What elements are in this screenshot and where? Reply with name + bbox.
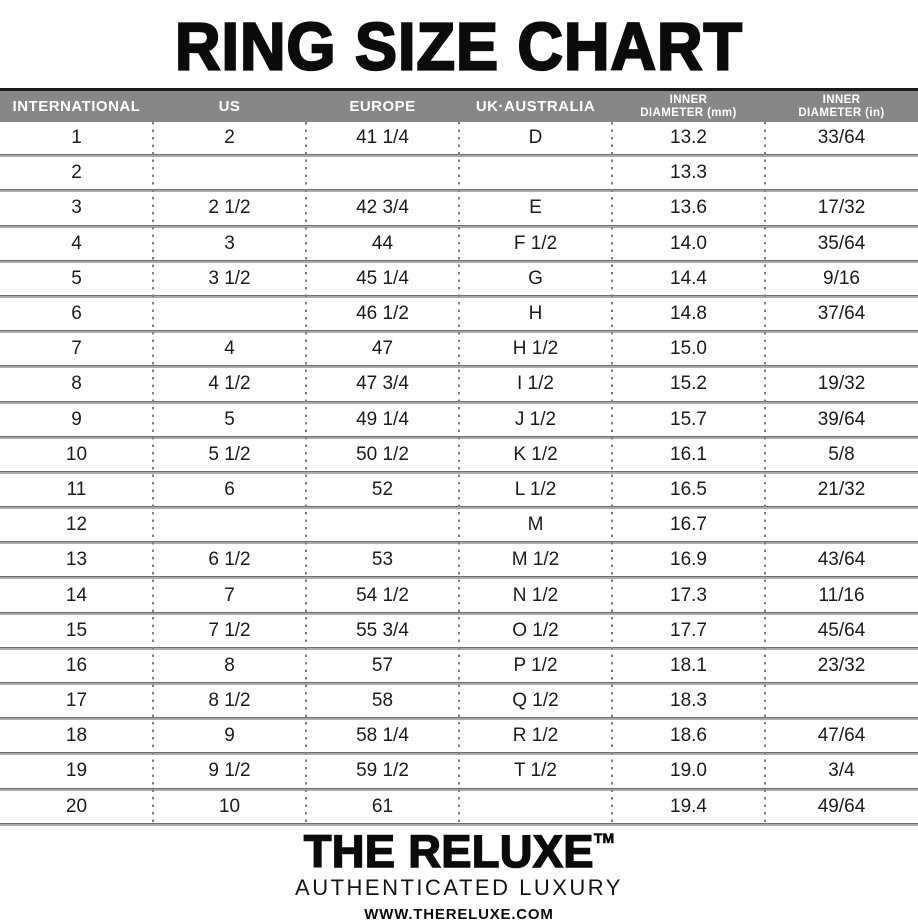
table-row	[0, 228, 918, 260]
table-row	[0, 615, 918, 647]
table-cell: T 1/2	[514, 760, 557, 782]
table-cell: 4	[224, 338, 235, 360]
table-cell: 45 1/4	[356, 267, 409, 289]
table-cell: 6 1/2	[208, 549, 251, 571]
table-cell: 57	[371, 654, 394, 676]
table-cell: H 1/2	[512, 338, 559, 360]
table-cell: 21/32	[817, 478, 866, 500]
table-cell: 8	[224, 654, 235, 676]
table-cell: Q 1/2	[512, 690, 559, 712]
table-row	[0, 720, 918, 752]
table-cell: P 1/2	[513, 654, 558, 676]
table-cell: 3/4	[828, 760, 855, 782]
table-cell: 19/32	[817, 373, 866, 395]
table-cell: 58	[371, 690, 394, 712]
table-row	[0, 192, 918, 224]
table-cell: 49 1/4	[356, 408, 409, 430]
table-cell: 39/64	[817, 408, 866, 430]
table-row	[0, 474, 918, 506]
header-cell-us: US	[218, 97, 241, 115]
brand-tagline: AUTHENTICATED LUXURY	[295, 874, 623, 900]
table-cell: E	[529, 197, 542, 219]
table-cell: 61	[371, 795, 394, 817]
table-row	[0, 157, 918, 189]
table-cell: 2	[224, 127, 235, 149]
table-cell: R 1/2	[512, 725, 559, 747]
table-cell: 44	[371, 232, 394, 254]
table-cell: 14.0	[670, 232, 707, 254]
table-cell: 10	[65, 443, 88, 465]
table-cell: 1	[71, 127, 82, 149]
table-cell: 11	[66, 478, 87, 500]
table-cell: 5	[71, 267, 82, 289]
table-cell: J 1/2	[514, 408, 557, 430]
table-cell: 16.5	[670, 478, 707, 500]
table-cell: M	[527, 514, 544, 536]
table-cell: 9	[224, 725, 235, 747]
table-cell: 16.1	[670, 443, 707, 465]
table-row	[0, 579, 918, 611]
table-cell: 14.8	[670, 303, 707, 325]
table-cell: 7	[71, 338, 82, 360]
table-cell: 50 1/2	[356, 443, 409, 465]
table-cell: 59 1/2	[356, 760, 409, 782]
table-cell: 14	[65, 584, 88, 606]
brand-logo: THE RELUXE	[303, 825, 594, 877]
table-row	[0, 333, 918, 365]
table-cell: 8	[71, 373, 82, 395]
size-table	[0, 88, 918, 826]
table-cell: 9 1/2	[208, 760, 251, 782]
table-cell: 47 3/4	[356, 373, 409, 395]
table-cell: I 1/2	[517, 373, 554, 395]
table-cell: 12	[65, 514, 88, 536]
table-cell: F 1/2	[513, 232, 558, 254]
table-cell: 47/64	[817, 725, 866, 747]
table-row	[0, 509, 918, 541]
table-cell: 15.0	[670, 338, 707, 360]
table-cell: K 1/2	[513, 443, 558, 465]
table-row	[0, 650, 918, 682]
table-row	[0, 685, 918, 717]
table-cell: 43/64	[817, 549, 866, 571]
table-cell: 16.9	[670, 549, 707, 571]
table-row	[0, 791, 918, 823]
table-cell: 19.0	[670, 760, 707, 782]
table-cell: L 1/2	[514, 478, 557, 500]
table-cell: 17.7	[670, 619, 707, 641]
table-cell: 18	[65, 725, 88, 747]
table-cell: 11/16	[818, 584, 865, 606]
brand-line	[0, 825, 918, 877]
table-cell: O 1/2	[512, 619, 559, 641]
table-cell: 9	[71, 408, 82, 430]
table-cell: 45/64	[817, 619, 866, 641]
table-row	[0, 263, 918, 295]
table-cell: 52	[371, 478, 394, 500]
table-cell: 6	[224, 478, 235, 500]
table-cell: 13.3	[670, 162, 707, 184]
page-title: RING SIZE CHART	[174, 9, 743, 85]
table-row	[0, 404, 918, 436]
table-cell: 13.2	[670, 127, 707, 149]
table-cell: 18.6	[670, 725, 707, 747]
header-cell-international: INTERNATIONAL	[12, 97, 141, 115]
table-cell: 53	[371, 549, 394, 571]
table-cell: 23/32	[817, 654, 866, 676]
table-cell: 5/8	[828, 443, 855, 465]
table-cell: G	[528, 267, 543, 289]
table-cell: 15	[65, 619, 88, 641]
row-divider	[0, 823, 918, 826]
table-cell: 10	[218, 795, 241, 817]
header-cell-inner-diameter-in: INNER DIAMETER (in)	[798, 94, 885, 119]
website-url: WWW.THERELUXE.COM	[364, 905, 554, 923]
footer	[0, 826, 918, 923]
table-cell: 49/64	[817, 795, 866, 817]
table-cell: 9/16	[823, 267, 860, 289]
table-row	[0, 439, 918, 471]
table-cell: 19.4	[670, 795, 707, 817]
table-cell: 2 1/2	[208, 197, 251, 219]
table-cell: 20	[65, 795, 88, 817]
table-cell: 17	[65, 690, 88, 712]
table-cell: 13	[65, 549, 88, 571]
table-cell: 15.7	[670, 408, 707, 430]
table-cell: 41 1/4	[356, 127, 409, 149]
table-cell: 6	[71, 303, 82, 325]
table-cell: 17.3	[670, 584, 707, 606]
table-cell: 42 3/4	[356, 197, 409, 219]
table-cell: 37/64	[817, 303, 866, 325]
table-cell: 54 1/2	[356, 584, 409, 606]
table-body	[0, 122, 918, 826]
table-row	[0, 755, 918, 787]
table-body-wrap	[0, 122, 918, 826]
table-cell: 3	[71, 197, 82, 219]
table-cell: 14.4	[670, 267, 707, 289]
table-cell: M 1/2	[511, 549, 560, 571]
header-cell-inner-diameter-mm: INNER DIAMETER (mm)	[640, 94, 737, 119]
header-cell-europe: EUROPE	[349, 97, 416, 115]
table-cell: 8 1/2	[208, 690, 251, 712]
table-cell: 18.1	[670, 654, 707, 676]
table-cell: 7	[224, 584, 235, 606]
table-cell: 5	[224, 408, 235, 430]
table-cell: 16.7	[670, 514, 707, 536]
table-cell: 3	[224, 232, 235, 254]
table-row	[0, 298, 918, 330]
table-cell: 18.3	[670, 690, 707, 712]
table-cell: H	[528, 303, 543, 325]
table-cell: 13.6	[670, 197, 707, 219]
table-cell: 35/64	[817, 232, 866, 254]
table-row	[0, 544, 918, 576]
table-cell: 58 1/4	[356, 725, 409, 747]
table-cell: N 1/2	[512, 584, 559, 606]
table-cell: 7 1/2	[208, 619, 251, 641]
table-cell: 55 3/4	[356, 619, 409, 641]
table-cell: 19	[65, 760, 88, 782]
table-cell: 33/64	[817, 127, 866, 149]
table-cell: 16	[65, 654, 88, 676]
table-cell: 3 1/2	[208, 267, 251, 289]
table-header	[0, 88, 918, 122]
table-cell: D	[528, 127, 543, 149]
table-row	[0, 368, 918, 400]
table-row	[0, 122, 918, 154]
table-cell: 4	[71, 232, 82, 254]
title-bar	[0, 0, 918, 88]
table-cell: 15.2	[670, 373, 707, 395]
table-cell: 2	[71, 162, 82, 184]
table-cell: 47	[371, 338, 394, 360]
table-cell: 46 1/2	[356, 303, 409, 325]
table-cell: 5 1/2	[208, 443, 251, 465]
table-cell: 4 1/2	[208, 373, 251, 395]
header-cell-uk-australia: UK·AUSTRALIA	[475, 97, 596, 115]
table-cell: 17/32	[817, 197, 866, 219]
brand-trademark: TM	[593, 829, 615, 846]
